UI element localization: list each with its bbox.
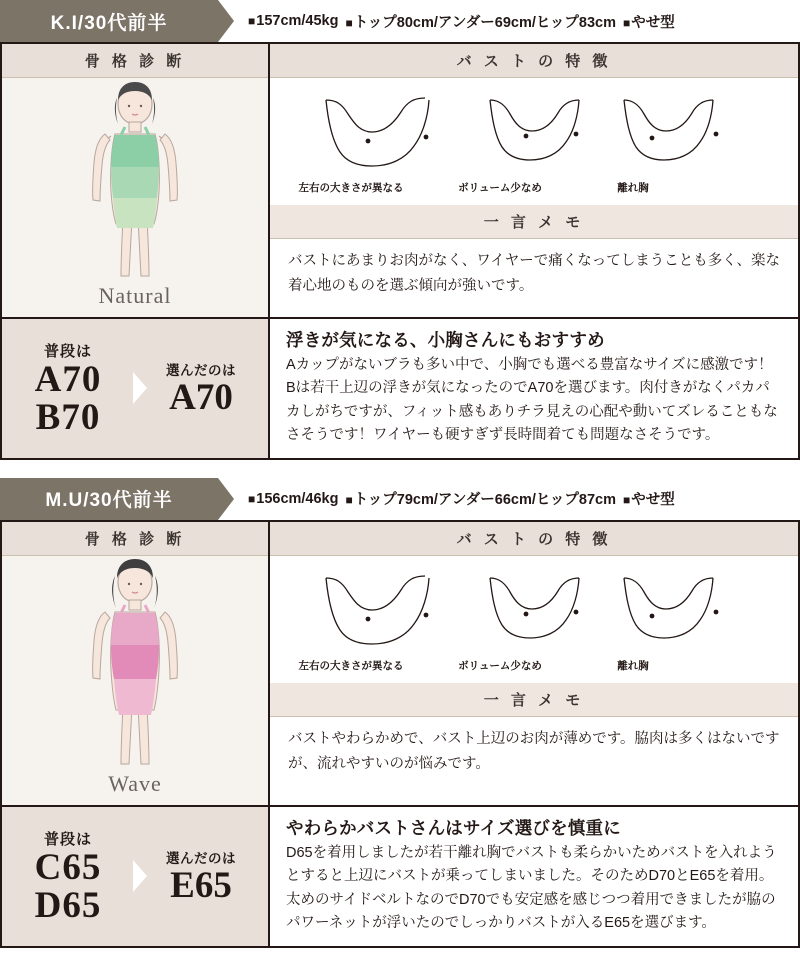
usual-size-label-1: 普段は: [43, 343, 92, 361]
size-summary-1: [2, 319, 270, 458]
skeleton-column-2: [2, 522, 270, 805]
chosen-size-label-2: 選んだのは: [166, 850, 236, 866]
memo-heading-2: 一 言 メ モ: [270, 683, 798, 717]
bust-caption-2-1: ボリューム少なめ: [458, 659, 542, 672]
usual-size-group-1: [2, 319, 134, 458]
bust-illustration-area-2: [270, 556, 798, 683]
profile-bar-1: [0, 0, 800, 42]
bust-heading-1: バ ス ト の 特 徴: [270, 44, 798, 78]
body-figure-wave-icon: [35, 556, 235, 771]
profile-stat-height-weight-1: ■157cm/45kg: [248, 13, 339, 29]
usual-size-group-2: [2, 807, 134, 946]
profile-stat-measurements-1: ■トップ80cm/アンダー69cm/ヒップ83cm: [345, 14, 617, 31]
profile-stats-1: [218, 0, 800, 42]
bust-column-1: [270, 44, 798, 317]
bust-caption-2-0: 左右の大きさが異なる: [298, 659, 404, 672]
chosen-size-value-1: A70: [169, 377, 233, 419]
square-bullet-icon: ■: [248, 491, 256, 506]
memo-heading-1: 一 言 メ モ: [270, 205, 798, 239]
skeleton-type-label-2: Wave: [108, 770, 162, 796]
profile-block-body-2: [2, 522, 798, 805]
body-figure-area-2: [2, 556, 268, 805]
profile-block-1: [0, 42, 800, 460]
skeleton-heading-2: 骨 格 診 断: [2, 522, 268, 556]
size-summary-2: [2, 807, 270, 946]
profile-stat-measurements-2: ■トップ79cm/アンダー66cm/ヒップ87cm: [345, 492, 617, 509]
bust-shape-wide-set-icon: [618, 570, 748, 656]
bust-captions-1: [270, 178, 798, 201]
bust-caption-1-0: 左右の大きさが異なる: [298, 182, 404, 194]
bust-caption-1-2: 離れ胸: [617, 182, 649, 194]
profile-bar-2: [0, 478, 800, 520]
profile-stat-bodytype-1: ■やせ型: [623, 14, 675, 31]
usual-size-value-1-1: B70: [35, 396, 101, 438]
chosen-size-value-2: E65: [170, 864, 232, 906]
square-bullet-icon: ■: [623, 493, 631, 508]
bust-shape-low-volume-icon: [484, 570, 614, 656]
skeleton-type-label-1: Natural: [98, 283, 172, 308]
bust-heading-2: バ ス ト の 特 徴: [270, 522, 798, 556]
memo-text-2: バストやわらかめで、バスト上辺のお肉が薄めです。脇肉は多くはないですが、流れやすいのが悩みです。: [270, 717, 798, 790]
bust-caption-2-2: 離れ胸: [617, 659, 649, 672]
chosen-size-label-1: 選んだのは: [166, 363, 236, 379]
skeleton-column-1: [2, 44, 270, 317]
bust-illustration-row-1: [270, 92, 798, 178]
bust-illustration-row-2: [270, 570, 798, 656]
size-row-2: [2, 805, 798, 946]
review-title-2: やわらかバストさんはサイズ選びを慎重に: [286, 817, 621, 838]
profile-stat-height-weight-2: ■156cm/46kg: [248, 490, 339, 507]
bust-illustration-area-1: [270, 78, 798, 205]
skeleton-heading-1: 骨 格 診 断: [2, 44, 268, 78]
usual-size-value-1-0: A70: [34, 359, 102, 401]
size-row-1: [2, 317, 798, 458]
chosen-size-group-2: [134, 807, 268, 946]
bust-column-2: [270, 522, 798, 805]
profile-name-1: K.I/30代前半: [50, 12, 168, 34]
profile-block-body-1: [2, 44, 798, 317]
review-title-1: 浮きが気になる、小胸さんにもおすすめ: [286, 330, 605, 350]
body-figure-natural-icon: [35, 78, 235, 283]
bust-shape-uneven-icon: [320, 92, 480, 178]
profile-name-2: M.U/30代前半: [45, 490, 173, 512]
square-bullet-icon: ■: [345, 15, 353, 30]
profile-stats-2: [218, 478, 800, 520]
usual-size-value-2-0: C65: [34, 847, 102, 889]
review-text-2: D65を着用しましたが若干離れ胸でバストも柔らかいためバストを入れようとすると上辺にバストが乗ってしまいました。そのためD70とE65を着用。太めのサイドベルトなのでD70でも安定感を感じつつ着用できましたが脇のパワーネットが浮いたのでしっかりバストが入るE65を選びます。: [286, 844, 777, 932]
body-figure-area-1: [2, 78, 268, 317]
profile-name-badge-1: [0, 0, 218, 42]
usual-size-label-2: 普段は: [43, 831, 92, 849]
chosen-size-group-1: [134, 319, 268, 458]
profile-block-2: [0, 520, 800, 948]
bust-caption-1-1: ボリューム少なめ: [458, 182, 542, 194]
memo-text-1: バストにあまりお肉がなく、ワイヤーで痛くなってしまうことも多く、楽な着心地のものを選ぶ傾向が強いです。: [270, 239, 798, 312]
profile-stat-bodytype-2: ■やせ型: [623, 492, 675, 509]
bust-captions-2: [270, 656, 798, 679]
square-bullet-icon: ■: [248, 14, 256, 28]
review-block-2: [270, 807, 798, 946]
bust-shape-low-volume-icon: [484, 92, 614, 178]
usual-size-value-2-1: D65: [34, 884, 102, 926]
review-text-1: Aカップがないブラも多い中で、小胸でも選べる豊富なサイズに感激です！Bは若干上辺の浮きが気になったのでA70を選びます。肉付きがなくパカパカしがちですが、フィット感もありチラ見えの心配や動いてズレることもなさそうです！ワイヤーも硬すぎず長時間着ても問題なさそうです。: [286, 357, 778, 444]
block-divider: [0, 460, 800, 478]
bust-shape-uneven-icon: [320, 570, 480, 656]
square-bullet-icon: ■: [345, 493, 353, 508]
square-bullet-icon: ■: [623, 15, 631, 30]
profile-name-badge-2: [0, 478, 218, 520]
bust-shape-wide-set-icon: [618, 92, 748, 178]
review-block-1: [270, 319, 798, 458]
